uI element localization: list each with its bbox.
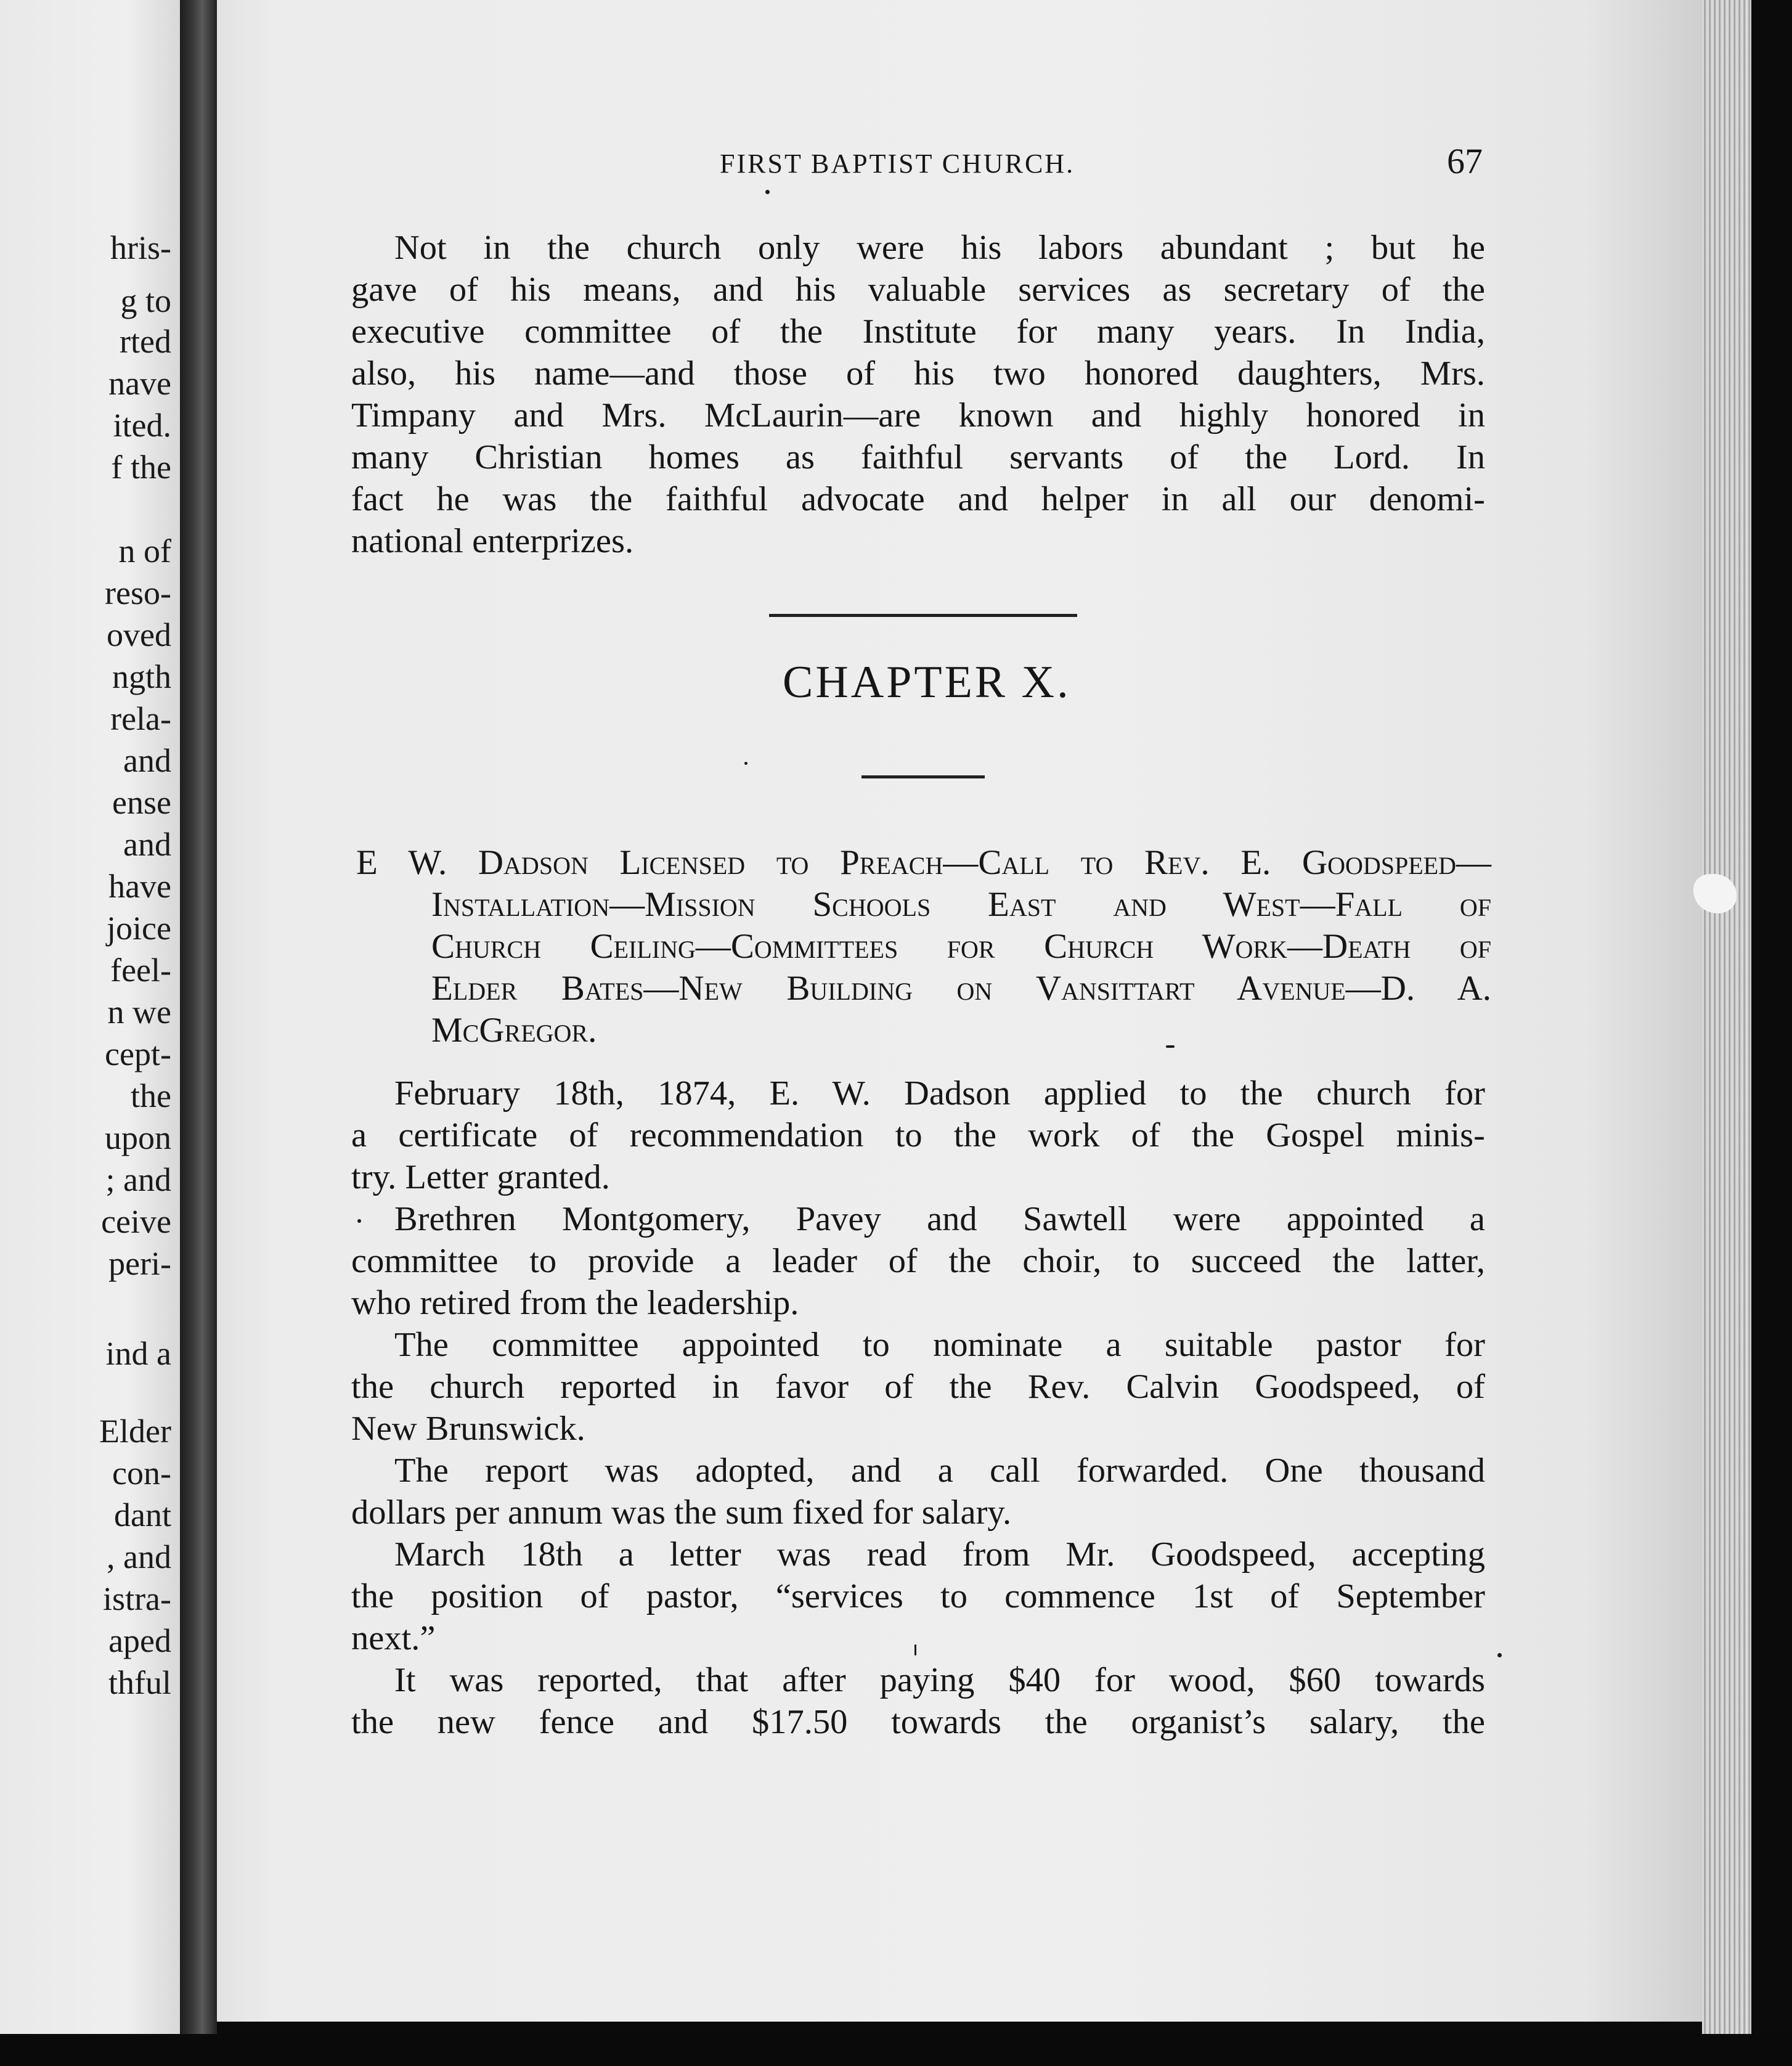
text-line: try. Letter granted. xyxy=(351,1158,610,1196)
left-page-line: thful xyxy=(108,1664,171,1701)
left-page-line: feel- xyxy=(110,952,171,989)
left-page-line: reso- xyxy=(105,574,171,611)
text-line: February 18th, 1874, E. W. Dadson applied to the church for xyxy=(394,1074,1485,1113)
left-page-line: hris- xyxy=(110,229,171,266)
scan-border xyxy=(0,2034,1792,2066)
text-line: It was reported, that after paying $40 for wood, $60 towards xyxy=(394,1661,1485,1699)
left-page-line: ind a xyxy=(105,1335,171,1372)
left-page-line: n of xyxy=(118,533,171,570)
summary-line: Church Ceiling—Committees for Church Work—Death of xyxy=(431,927,1491,966)
text-line: many Christian homes as faithful servants of the Lord. In xyxy=(351,438,1485,476)
text-line: the new fence and $17.50 towards the organist’s salary, the xyxy=(351,1703,1485,1741)
text-line: committee to provide a leader of the choir, to succeed the latter, xyxy=(351,1242,1485,1280)
left-page-line: the xyxy=(131,1077,171,1114)
text-line: gave of his means, and his valuable services as secretary of the xyxy=(351,271,1485,309)
left-page-line: joice xyxy=(107,910,171,947)
left-page-fragment xyxy=(0,0,180,2034)
page-number: 67 xyxy=(1447,141,1483,181)
left-page-line: ngth xyxy=(112,658,171,695)
left-page-line: ; and xyxy=(105,1161,171,1198)
text-line: Not in the church only were his labors abundant ; but he xyxy=(394,229,1485,267)
text-line: the church reported in favor of the Rev. Calvin Goodspeed, of xyxy=(351,1368,1485,1406)
left-page-line: upon xyxy=(105,1119,171,1156)
text-line: national enterprizes. xyxy=(351,522,634,560)
text-line: who retired from the leadership. xyxy=(351,1284,799,1322)
summary-line: McGregor. xyxy=(431,1011,597,1050)
text-line: the position of pastor, “services to commence 1st of September xyxy=(351,1577,1485,1615)
running-head: FIRST BAPTIST CHURCH. xyxy=(720,149,1075,179)
text-line: also, his name—and those of his two honored daughters, Mrs. xyxy=(351,354,1485,393)
text-line: March 18th a letter was read from Mr. Goodspeed, accepting xyxy=(394,1535,1485,1574)
left-page-line: g to xyxy=(120,282,171,319)
text-line: next.” xyxy=(351,1619,436,1657)
left-page-line: nave xyxy=(108,365,171,402)
left-page-line: con- xyxy=(112,1455,171,1492)
left-page-line: cept- xyxy=(105,1035,171,1072)
left-page-line: peri- xyxy=(108,1245,171,1282)
text-line: The committee appointed to nominate a suitable pastor for xyxy=(394,1326,1485,1364)
left-page-line: ited. xyxy=(113,407,171,444)
text-line: New Brunswick. xyxy=(351,1410,585,1448)
book-gutter xyxy=(180,0,217,2034)
left-page-line: and xyxy=(123,826,171,863)
summary-line: Elder Bates—New Building on Vansittart Avenue—D. A. xyxy=(431,969,1491,1008)
left-page-line: have xyxy=(108,868,171,905)
text-line: fact he was the faithful advocate and helper in all our denomi- xyxy=(351,480,1485,518)
text-line: Brethren Montgomery, Pavey and Sawtell were appointed a xyxy=(394,1200,1485,1238)
left-page-line: rela- xyxy=(110,700,171,737)
summary-line: Installation—Mission Schools East and West—Fall of xyxy=(431,885,1491,924)
left-page-line: , and xyxy=(107,1538,171,1575)
left-page-line: istra- xyxy=(103,1580,171,1617)
text-line: dollars per annum was the sum fixed for salary. xyxy=(351,1493,1012,1532)
chapter-heading: CHAPTER X. xyxy=(783,657,1071,708)
left-page-line: Elder xyxy=(99,1413,171,1450)
summary-line: E W. Dadson Licensed to Preach—Call to Rev. E. Goodspeed— xyxy=(356,843,1491,882)
text-line: The report was adopted, and a call forwarded. One thousand xyxy=(394,1452,1485,1490)
text-line: a certificate of recommendation to the work of the Gospel minis- xyxy=(351,1116,1485,1154)
left-page-line: n we xyxy=(107,994,171,1031)
left-page-line: ense xyxy=(112,784,171,821)
page-edge-stack xyxy=(1702,0,1751,2034)
left-page-line: dant xyxy=(114,1496,171,1533)
text-line: executive committee of the Institute for many years. In India, xyxy=(351,312,1485,351)
left-page-line: ceive xyxy=(101,1203,171,1240)
left-page-line: rted xyxy=(120,323,171,360)
left-page-line: oved xyxy=(107,616,171,653)
text-line: Timpany and Mrs. McLaurin—are known and highly honored in xyxy=(351,396,1485,435)
left-page-line: aped xyxy=(108,1622,171,1659)
left-page-line: and xyxy=(123,742,171,779)
left-page-line: f the xyxy=(111,449,171,486)
chapter-divider-rule xyxy=(861,775,985,778)
section-divider-rule xyxy=(769,614,1077,617)
